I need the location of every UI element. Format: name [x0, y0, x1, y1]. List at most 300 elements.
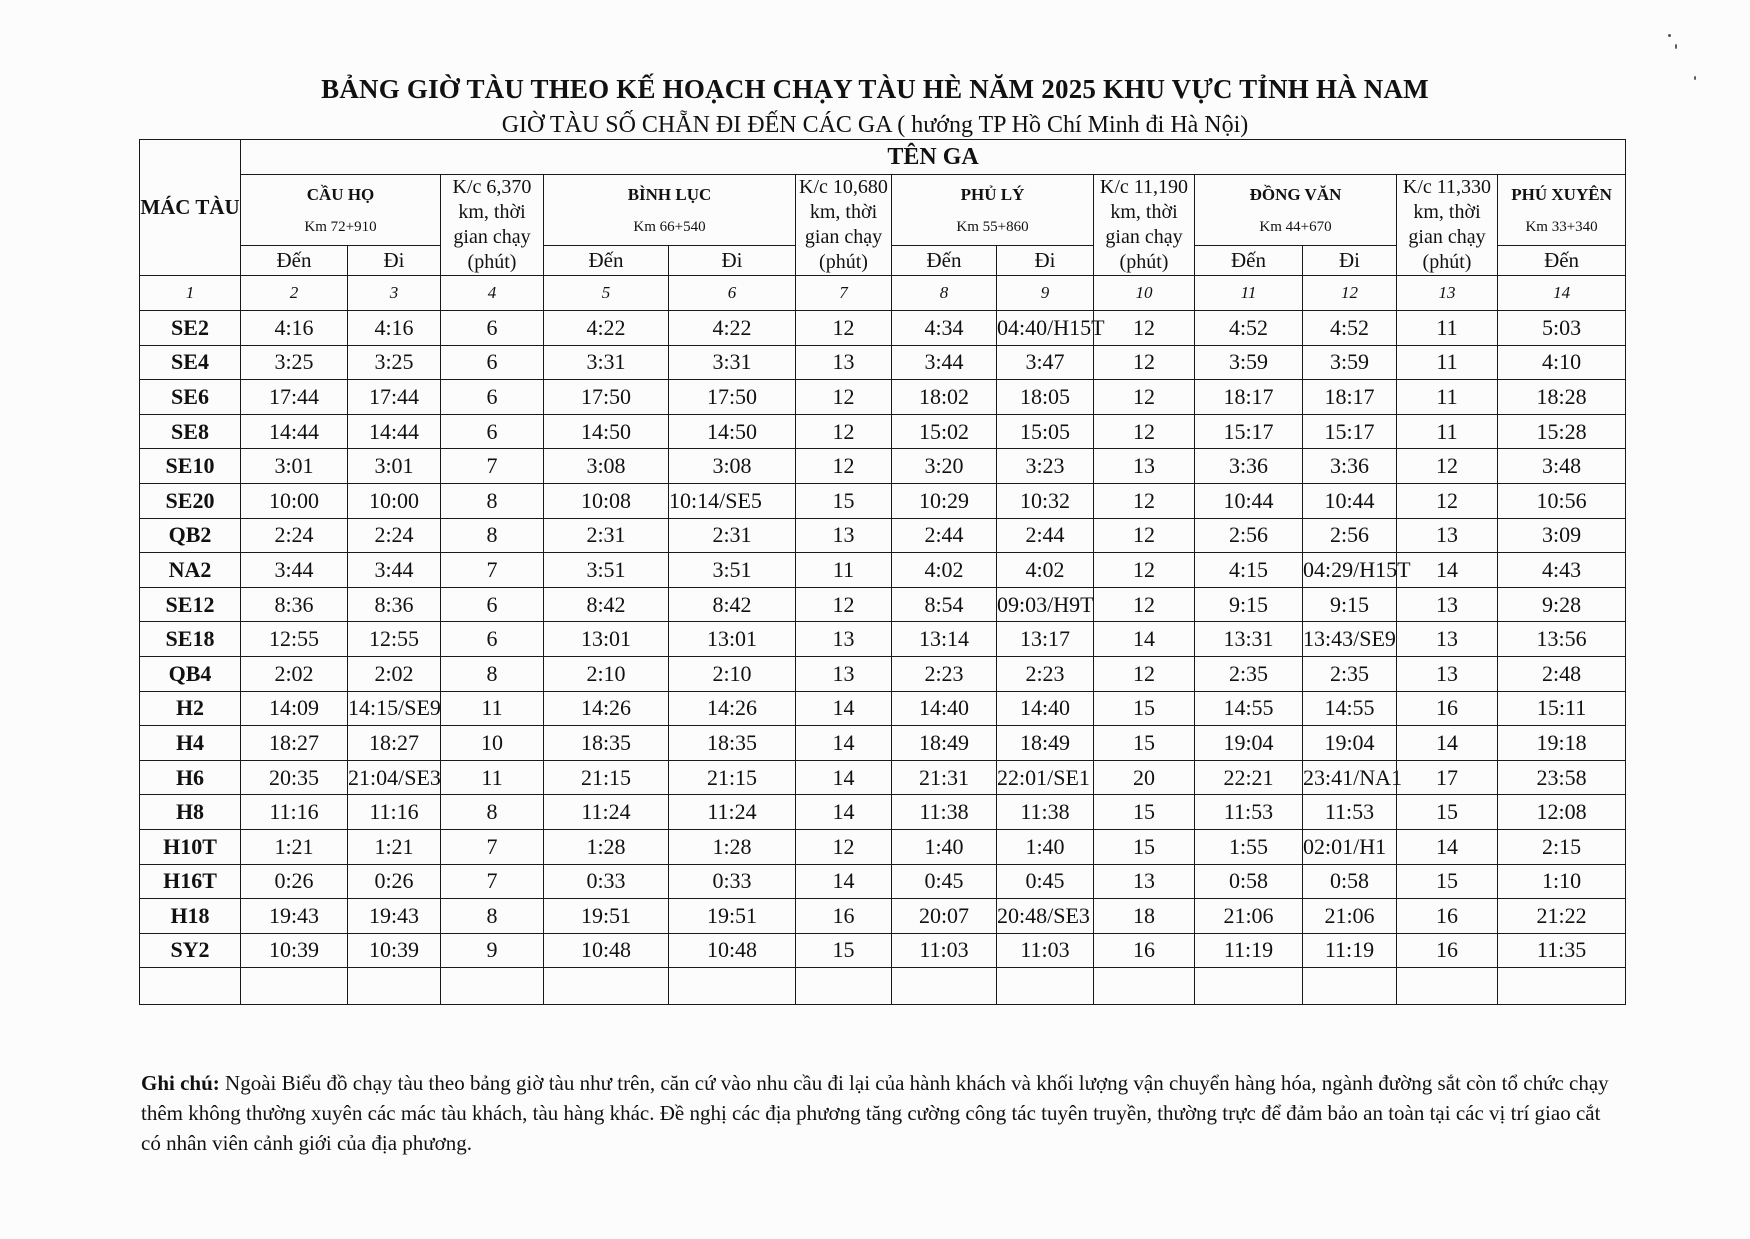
table-cell: 12: [1094, 345, 1195, 380]
table-cell: 4:22: [669, 311, 796, 346]
footnote-label: Ghi chú:: [141, 1071, 220, 1095]
table-row: [140, 795, 1626, 830]
station-phu-xuyen: PHÚ XUYÊN Km 33+340: [1498, 175, 1626, 246]
train-code-cell: SE2: [140, 311, 241, 346]
table-cell: 0:58: [1303, 864, 1397, 899]
table-cell: 18:28: [1498, 380, 1626, 415]
table-cell: 12: [1094, 414, 1195, 449]
depart-label: Đi: [348, 245, 441, 275]
table-cell: 3:08: [669, 449, 796, 484]
table-cell: 11: [1397, 380, 1498, 415]
table-cell: 11: [1397, 414, 1498, 449]
table-cell: 14:55: [1195, 691, 1303, 726]
table-cell: 8:42: [544, 587, 669, 622]
table-cell: 15:17: [1195, 414, 1303, 449]
table-cell: 6: [441, 311, 544, 346]
table-cell: 13: [796, 345, 892, 380]
table-cell: 09:03/H9T: [997, 587, 1094, 622]
column-number: 5: [544, 276, 669, 311]
table-cell: 4:52: [1195, 311, 1303, 346]
column-number: 3: [348, 276, 441, 311]
table-cell: 12: [1094, 483, 1195, 518]
table-cell: 2:24: [348, 518, 441, 553]
footnote-text: Ngoài Biểu đồ chạy tàu theo bảng giờ tàu như trên, căn cứ vào nhu cầu đi lại của hành khách và khối lượng vận chuyển hàng hóa, ngành đường sắt còn tổ chức chạy thêm không thường xuyên các mác tàu khách, tàu hàng khác. Đề nghị các địa phương tăng cường công tác tuyên truyền, thường trực để đảm bảo an toàn tại các vị trí giao cắt có nhân viên cảnh giới của địa phương.: [141, 1071, 1609, 1155]
table-cell: 18:49: [997, 726, 1094, 761]
table-row: [140, 345, 1626, 380]
table-cell: 4:02: [997, 553, 1094, 588]
table-cell: 12:55: [348, 622, 441, 657]
table-cell: 12: [796, 449, 892, 484]
table-cell: 10:48: [669, 933, 796, 968]
arrive-label: Đến: [1195, 245, 1303, 275]
empty-cell: [1195, 968, 1303, 1005]
train-code-cell: H10T: [140, 829, 241, 864]
table-cell: 10:48: [544, 933, 669, 968]
table-cell: 15:28: [1498, 414, 1626, 449]
table-cell: 21:31: [892, 760, 997, 795]
table-cell: 17: [1397, 760, 1498, 795]
table-cell: 17:50: [669, 380, 796, 415]
table-cell: 10:00: [348, 483, 441, 518]
table-cell: 13: [796, 518, 892, 553]
table-cell: 16: [1397, 691, 1498, 726]
table-cell: 4:43: [1498, 553, 1626, 588]
table-cell: 4:02: [892, 553, 997, 588]
table-cell: 7: [441, 553, 544, 588]
table-cell: 15: [1094, 726, 1195, 761]
table-cell: 15: [1094, 795, 1195, 830]
table-cell: 3:08: [544, 449, 669, 484]
table-cell: 1:40: [892, 829, 997, 864]
table-cell: 8:36: [241, 587, 348, 622]
table-cell: 3:48: [1498, 449, 1626, 484]
table-cell: 2:02: [241, 656, 348, 691]
table-cell: 4:10: [1498, 345, 1626, 380]
table-cell: 17:44: [348, 380, 441, 415]
table-cell: 13: [796, 656, 892, 691]
arrive-label: Đến: [892, 245, 997, 275]
table-cell: 14:15/SE9: [348, 691, 441, 726]
station-phu-ly: PHỦ LÝ Km 55+860: [892, 175, 1094, 246]
table-cell: 14:09: [241, 691, 348, 726]
table-cell: 10:39: [241, 933, 348, 968]
table-cell: 12: [796, 414, 892, 449]
table-cell: 0:26: [348, 864, 441, 899]
table-cell: 7: [441, 829, 544, 864]
table-cell: 21:06: [1303, 899, 1397, 934]
empty-cell: [892, 968, 997, 1005]
table-cell: 11: [441, 691, 544, 726]
table-cell: 1:28: [544, 829, 669, 864]
table-row: [140, 622, 1626, 657]
header-station-name: TÊN GA: [241, 140, 1626, 175]
table-cell: 7: [441, 864, 544, 899]
train-code-cell: SE10: [140, 449, 241, 484]
table-cell: 3:51: [669, 553, 796, 588]
table-cell: 14:50: [544, 414, 669, 449]
empty-cell: [796, 968, 892, 1005]
table-cell: 8: [441, 795, 544, 830]
table-cell: 15:11: [1498, 691, 1626, 726]
table-cell: 2:35: [1195, 656, 1303, 691]
table-cell: 10:56: [1498, 483, 1626, 518]
table-cell: 11: [796, 553, 892, 588]
table-cell: 11:03: [997, 933, 1094, 968]
empty-cell: [241, 968, 348, 1005]
column-number: 12: [1303, 276, 1397, 311]
table-cell: 19:04: [1195, 726, 1303, 761]
table-cell: 4:52: [1303, 311, 1397, 346]
table-cell: 6: [441, 414, 544, 449]
header-train-code: MÁC TÀU: [140, 140, 241, 276]
table-cell: 3:36: [1303, 449, 1397, 484]
table-cell: 19:43: [348, 899, 441, 934]
train-code-cell: H8: [140, 795, 241, 830]
scan-speck: [1675, 44, 1677, 49]
table-cell: 18:49: [892, 726, 997, 761]
table-cell: 8: [441, 518, 544, 553]
table-cell: 3:31: [544, 345, 669, 380]
table-cell: 14: [1397, 829, 1498, 864]
table-cell: 10:39: [348, 933, 441, 968]
table-cell: 2:15: [1498, 829, 1626, 864]
station-cau-ho: CẦU HỌ Km 72+910: [241, 175, 441, 246]
table-cell: 14: [796, 864, 892, 899]
table-cell: 11: [1397, 311, 1498, 346]
table-cell: 8: [441, 483, 544, 518]
table-cell: 3:25: [241, 345, 348, 380]
arrive-label: Đến: [1498, 245, 1626, 275]
train-code-cell: SE12: [140, 587, 241, 622]
table-cell: 21:04/SE3: [348, 760, 441, 795]
table-cell: 18:27: [241, 726, 348, 761]
table-cell: 13: [1397, 587, 1498, 622]
table-cell: 15: [796, 933, 892, 968]
table-cell: 16: [1094, 933, 1195, 968]
column-number-row: [140, 276, 1626, 311]
train-code-cell: SE4: [140, 345, 241, 380]
column-number: 11: [1195, 276, 1303, 311]
document-subtitle: GIỜ TÀU SỐ CHẴN ĐI ĐẾN CÁC GA ( hướng TP Hồ Chí Minh đi Hà Nội): [501, 112, 1249, 138]
table-cell: 2:48: [1498, 656, 1626, 691]
table-cell: 1:28: [669, 829, 796, 864]
table-cell: 2:10: [544, 656, 669, 691]
empty-cell: [348, 968, 441, 1005]
table-cell: 14: [1094, 622, 1195, 657]
table-cell: 3:25: [348, 345, 441, 380]
train-code-cell: SY2: [140, 933, 241, 968]
table-cell: 3:09: [1498, 518, 1626, 553]
table-cell: 14:40: [892, 691, 997, 726]
column-number: 14: [1498, 276, 1626, 311]
table-cell: 2:44: [892, 518, 997, 553]
table-cell: 11:19: [1195, 933, 1303, 968]
table-cell: 8:42: [669, 587, 796, 622]
table-cell: 21:15: [669, 760, 796, 795]
table-row: [140, 829, 1626, 864]
table-cell: 2:10: [669, 656, 796, 691]
table-cell: 13: [1094, 864, 1195, 899]
table-cell: 4:15: [1195, 553, 1303, 588]
train-code-cell: SE6: [140, 380, 241, 415]
table-cell: 12: [1094, 656, 1195, 691]
table-cell: 14: [1397, 553, 1498, 588]
table-cell: 13: [796, 622, 892, 657]
train-code-cell: H6: [140, 760, 241, 795]
table-cell: 0:45: [892, 864, 997, 899]
train-code-cell: NA2: [140, 553, 241, 588]
depart-label: Đi: [997, 245, 1094, 275]
table-cell: 3:47: [997, 345, 1094, 380]
train-code-cell: QB2: [140, 518, 241, 553]
table-cell: 11: [1397, 345, 1498, 380]
empty-cell: [1094, 968, 1195, 1005]
table-cell: 15: [1397, 795, 1498, 830]
table-cell: 0:45: [997, 864, 1094, 899]
table-cell: 3:01: [241, 449, 348, 484]
table-cell: 1:10: [1498, 864, 1626, 899]
table-cell: 3:44: [892, 345, 997, 380]
table-cell: 22:01/SE1: [997, 760, 1094, 795]
empty-cell: [1498, 968, 1626, 1005]
table-row: [140, 726, 1626, 761]
empty-cell: [1397, 968, 1498, 1005]
table-cell: 12: [796, 311, 892, 346]
table-cell: 20:07: [892, 899, 997, 934]
table-cell: 14: [796, 726, 892, 761]
table-row: [140, 311, 1626, 346]
table-cell: 11:03: [892, 933, 997, 968]
table-cell: 13:31: [1195, 622, 1303, 657]
distance-header-2: K/c 10,680 km, thời gian chạy (phút): [796, 175, 892, 276]
table-cell: 6: [441, 622, 544, 657]
table-cell: 3:31: [669, 345, 796, 380]
table-cell: 3:44: [241, 553, 348, 588]
table-cell: 11:24: [544, 795, 669, 830]
table-cell: 0:58: [1195, 864, 1303, 899]
table-cell: 2:56: [1303, 518, 1397, 553]
column-number: 6: [669, 276, 796, 311]
table-cell: 22:21: [1195, 760, 1303, 795]
table-cell: 2:02: [348, 656, 441, 691]
table-cell: 12: [796, 829, 892, 864]
table-cell: 14:26: [544, 691, 669, 726]
table-cell: 20: [1094, 760, 1195, 795]
table-cell: 10:00: [241, 483, 348, 518]
station-dong-van: ĐỒNG VĂN Km 44+670: [1195, 175, 1397, 246]
table-cell: 19:04: [1303, 726, 1397, 761]
train-code-cell: H18: [140, 899, 241, 934]
table-cell: 8: [441, 899, 544, 934]
table-cell: 2:24: [241, 518, 348, 553]
table-cell: 3:44: [348, 553, 441, 588]
table-cell: 9:15: [1303, 587, 1397, 622]
table-cell: 19:51: [544, 899, 669, 934]
table-cell: 10:32: [997, 483, 1094, 518]
table-row: [140, 899, 1626, 934]
table-cell: 15: [1397, 864, 1498, 899]
depart-label: Đi: [669, 245, 796, 275]
table-cell: 1:40: [997, 829, 1094, 864]
distance-header-3: K/c 11,190 km, thời gian chạy (phút): [1094, 175, 1195, 276]
table-cell: 14:40: [997, 691, 1094, 726]
table-cell: 12: [796, 380, 892, 415]
table-cell: 10:14/SE5: [669, 483, 796, 518]
table-cell: 12: [1094, 518, 1195, 553]
table-cell: 9: [441, 933, 544, 968]
table-cell: 2:31: [544, 518, 669, 553]
table-cell: 13: [1397, 656, 1498, 691]
table-cell: 14:44: [348, 414, 441, 449]
train-code-cell: H4: [140, 726, 241, 761]
table-cell: 8:54: [892, 587, 997, 622]
table-cell: 15:05: [997, 414, 1094, 449]
table-cell: 3:20: [892, 449, 997, 484]
table-cell: 21:06: [1195, 899, 1303, 934]
table-cell: 1:55: [1195, 829, 1303, 864]
scan-speck: [1668, 34, 1671, 37]
table-cell: 12: [1094, 311, 1195, 346]
table-row: [140, 656, 1626, 691]
table-cell: 10:29: [892, 483, 997, 518]
table-cell: 18:35: [544, 726, 669, 761]
table-cell: 16: [1397, 933, 1498, 968]
table-cell: 4:22: [544, 311, 669, 346]
table-cell: 14: [796, 760, 892, 795]
table-cell: 1:21: [348, 829, 441, 864]
table-cell: 9:15: [1195, 587, 1303, 622]
table-cell: 19:51: [669, 899, 796, 934]
table-cell: 23:58: [1498, 760, 1626, 795]
table-cell: 04:29/H15T: [1303, 553, 1397, 588]
column-number: 8: [892, 276, 997, 311]
table-row: [140, 864, 1626, 899]
table-cell: 11:35: [1498, 933, 1626, 968]
table-cell: 3:23: [997, 449, 1094, 484]
table-cell: 13: [1397, 518, 1498, 553]
table-cell: 14:55: [1303, 691, 1397, 726]
table-cell: 23:41/NA1: [1303, 760, 1397, 795]
table-cell: 8: [441, 656, 544, 691]
table-cell: 18:35: [669, 726, 796, 761]
table-cell: 11: [441, 760, 544, 795]
empty-cell: [441, 968, 544, 1005]
table-cell: 18:02: [892, 380, 997, 415]
table-cell: 1:21: [241, 829, 348, 864]
table-cell: 12: [1397, 449, 1498, 484]
table-cell: 6: [441, 380, 544, 415]
table-cell: 13:14: [892, 622, 997, 657]
table-cell: 12:08: [1498, 795, 1626, 830]
table-cell: 15:17: [1303, 414, 1397, 449]
table-cell: 14:44: [241, 414, 348, 449]
table-cell: 14:50: [669, 414, 796, 449]
table-cell: 17:50: [544, 380, 669, 415]
table-cell: 2:35: [1303, 656, 1397, 691]
table-cell: 14:26: [669, 691, 796, 726]
arrive-label: Đến: [544, 245, 669, 275]
table-cell: 12: [1397, 483, 1498, 518]
table-cell: 11:53: [1195, 795, 1303, 830]
table-cell: 18:17: [1195, 380, 1303, 415]
column-number: 2: [241, 276, 348, 311]
table-cell: 11:38: [892, 795, 997, 830]
table-cell: 2:23: [892, 656, 997, 691]
distance-header-4: K/c 11,330 km, thời gian chạy (phút): [1397, 175, 1498, 276]
table-cell: 11:19: [1303, 933, 1397, 968]
table-cell: 2:23: [997, 656, 1094, 691]
table-cell: 16: [1397, 899, 1498, 934]
table-cell: 15: [796, 483, 892, 518]
table-cell: 18:27: [348, 726, 441, 761]
table-cell: 13: [1094, 449, 1195, 484]
table-row: [140, 933, 1626, 968]
table-cell: 14: [796, 795, 892, 830]
table-cell: 10:08: [544, 483, 669, 518]
table-cell: 2:31: [669, 518, 796, 553]
table-cell: 10:44: [1303, 483, 1397, 518]
train-code-cell: SE8: [140, 414, 241, 449]
table-cell: 10:44: [1195, 483, 1303, 518]
table-cell: 15: [1094, 829, 1195, 864]
table-row: [140, 414, 1626, 449]
table-cell: 14: [1397, 726, 1498, 761]
table-cell: 4:16: [241, 311, 348, 346]
table-cell: 21:15: [544, 760, 669, 795]
table-cell: 9:28: [1498, 587, 1626, 622]
column-number: 13: [1397, 276, 1498, 311]
empty-cell: [669, 968, 796, 1005]
table-cell: 13:17: [997, 622, 1094, 657]
table-cell: 20:35: [241, 760, 348, 795]
train-code-cell: H16T: [140, 864, 241, 899]
table-cell: 2:44: [997, 518, 1094, 553]
table-cell: 12: [1094, 553, 1195, 588]
table-cell: 11:53: [1303, 795, 1397, 830]
table-cell: 20:48/SE3: [997, 899, 1094, 934]
table-cell: 11:16: [348, 795, 441, 830]
distance-header-1: K/c 6,370 km, thời gian chạy (phút): [441, 175, 544, 276]
station-binh-luc: BÌNH LỤC Km 66+540: [544, 175, 796, 246]
scan-speck: [1694, 76, 1696, 80]
table-row: [140, 760, 1626, 795]
table-row: [140, 518, 1626, 553]
footnote: [141, 1068, 1621, 1158]
table-cell: 14: [796, 691, 892, 726]
table-cell: 3:59: [1303, 345, 1397, 380]
arrive-label: Đến: [241, 245, 348, 275]
train-code-cell: SE20: [140, 483, 241, 518]
train-code-cell: SE18: [140, 622, 241, 657]
empty-cell: [544, 968, 669, 1005]
table-cell: 13:01: [544, 622, 669, 657]
empty-cell: [140, 968, 241, 1005]
table-cell: 5:03: [1498, 311, 1626, 346]
table-cell: 3:36: [1195, 449, 1303, 484]
table-cell: 15: [1094, 691, 1195, 726]
table-cell: 10: [441, 726, 544, 761]
table-cell: 6: [441, 345, 544, 380]
table-cell: 15:02: [892, 414, 997, 449]
column-number: 7: [796, 276, 892, 311]
column-number: 4: [441, 276, 544, 311]
table-row: [140, 587, 1626, 622]
table-row: [140, 449, 1626, 484]
table-cell: 3:01: [348, 449, 441, 484]
table-cell: 04:40/H15T: [997, 311, 1094, 346]
table-cell: 13:56: [1498, 622, 1626, 657]
column-number: 1: [140, 276, 241, 311]
